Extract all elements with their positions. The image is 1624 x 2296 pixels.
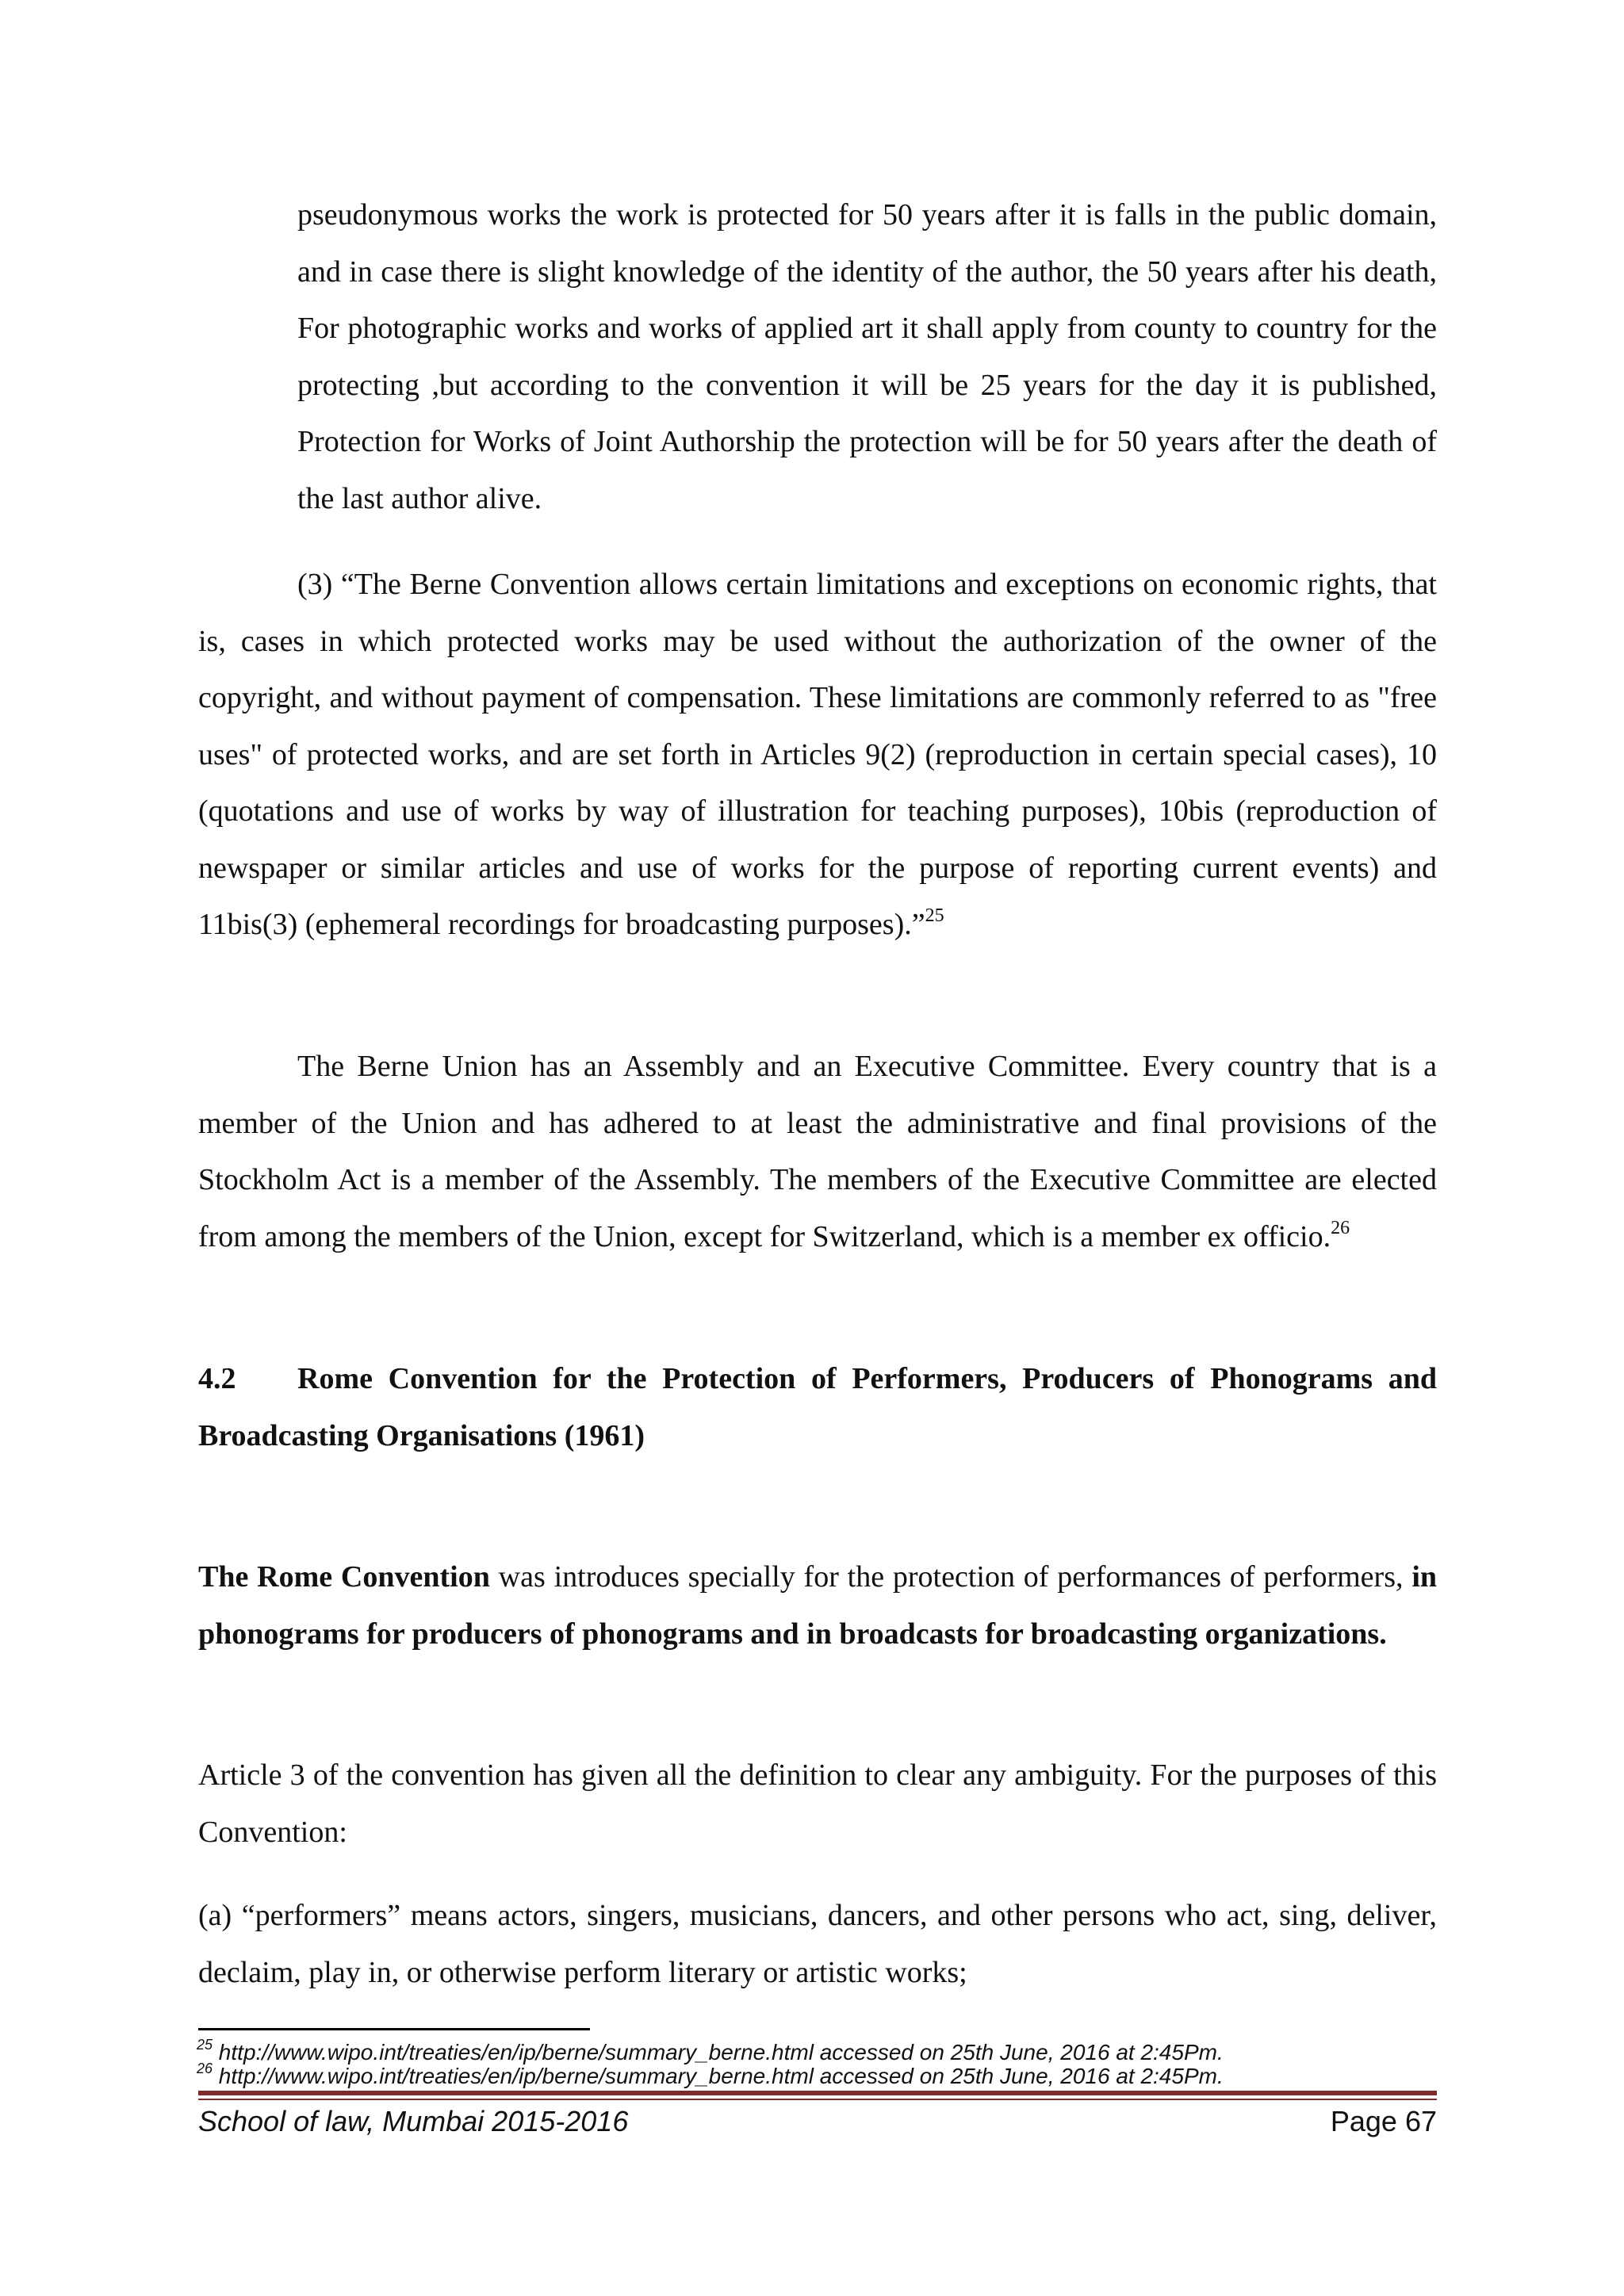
paragraph-limitations: [198, 557, 1437, 954]
paragraph-berne-union: [198, 1039, 1437, 1265]
paragraph-performers-definition: [198, 1888, 1437, 2001]
paragraph-text: pseudonymous works the work is protected for 50 years after it is falls in the public domain, and in case there is slight knowledge of the identity of the author, the 50 years after his death, For photographic works and works of applied art it shall apply from county to country for the protecting ,but according to the convention it will be 25 years for the day it is published, Protection for Works of Joint Authorship the protection will be for 50 years after the death of the last author alive.: [297, 198, 1437, 515]
footnote-ref-26[interactable]: 26: [1331, 1217, 1350, 1238]
paragraph-text: (a) “performers” means actors, singers, musicians, dancers, and other persons who act, sing, deliver, declaim, play in, or otherwise perform literary or artistic works;: [198, 1899, 1437, 1989]
bold-phrase: The Rome Convention: [198, 1560, 490, 1594]
footnote-separator: [198, 2028, 590, 2030]
footnote-26: [197, 2060, 1224, 2089]
footer-rule: [198, 2091, 1437, 2095]
footnote-25: [197, 2036, 1224, 2065]
section-heading: [198, 1350, 1437, 1464]
paragraph-term-of-protection: [297, 187, 1437, 527]
footer-school-name: School of law, Mumbai 2015-2016: [198, 2105, 629, 2137]
paragraph-rome-convention: [198, 1549, 1437, 1663]
paragraph-text: was introduces specially for the protection of performances of performers,: [489, 1560, 1412, 1594]
bold-phrase: in phonograms for producers of phonograms and in broadcasts for broadcasting organizations.: [198, 1560, 1438, 1651]
page-number: Page 67: [1330, 2105, 1437, 2137]
footnote-text[interactable]: http://www.wipo.int/treaties/en/ip/berne/summary_berne.html accessed on 25th June, 2016 at 2:45Pm.: [213, 2064, 1224, 2088]
section-number: 4.2: [198, 1362, 236, 1395]
footnote-number: 25: [197, 2036, 213, 2053]
paragraph-text: (3) “The Berne Convention allows certain limitations and exceptions on economic rights, that is, cases in which protected works may be used without the authorization of the owner of the copyright, and without payment of compensation. These limitations are commonly referred to as "free uses" of protected works, and are set forth in Articles 9(2) (reproduction in certain special cases), 10 (quotations and use of works by way of illustration for teaching purposes), 10bis (reproduction of newspaper or similar articles and use of works for the purpose of reporting current events) and 11bis(3) (ephemeral recordings for broadcasting purposes).”: [198, 568, 1437, 941]
footnote-number: 26: [197, 2060, 213, 2076]
paragraph-text: The Berne Union has an Assembly and an Executive Committee. Every country that is a member of the Union and has adhered to at least the administrative and final provisions of the Stockholm Act is a member of the Assembly. The members of the Executive Committee are elected from among the members of the Union, except for Switzerland, which is a member ex officio.: [198, 1050, 1437, 1253]
paragraph-text: Article 3 of the convention has given all the definition to clear any ambiguity. For the purposes of this Convention:: [198, 1758, 1437, 1849]
paragraph-article-3: [198, 1747, 1437, 1861]
footnote-ref-25[interactable]: 25: [925, 905, 944, 927]
footnote-text[interactable]: http://www.wipo.int/treaties/en/ip/berne/summary_berne.html accessed on 25th June, 2016 at 2:45Pm.: [213, 2040, 1224, 2064]
section-title: Rome Convention for the Protection of Performers, Producers of Phonograms and Broadcasting Organisations (1961): [198, 1362, 1437, 1452]
